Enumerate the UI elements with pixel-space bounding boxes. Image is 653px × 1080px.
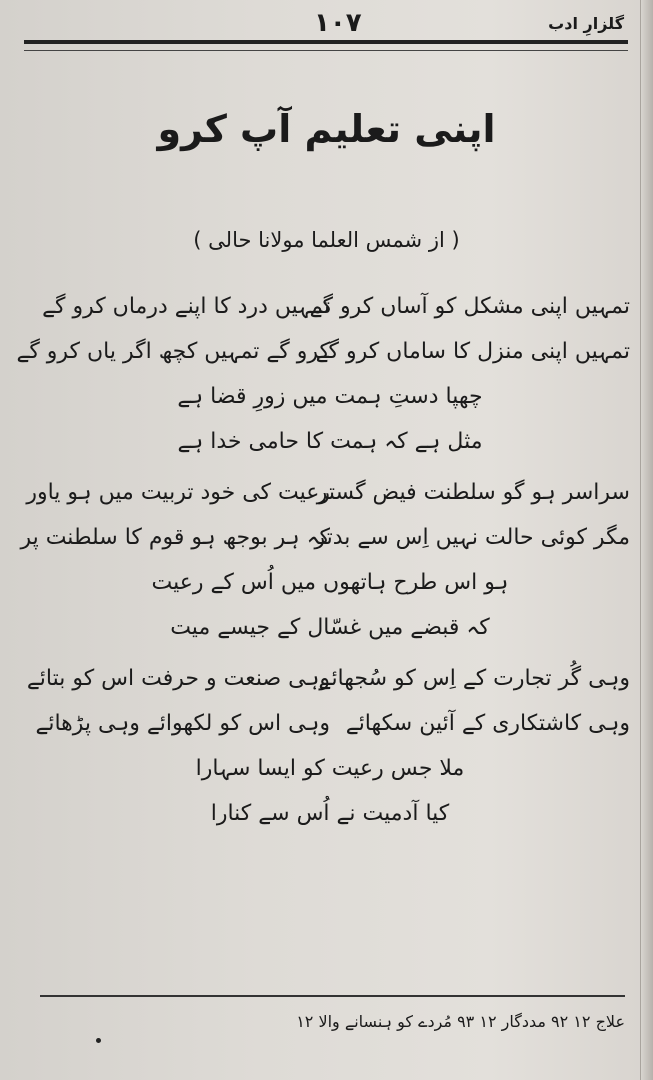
refrain-line: ہو اس طرح ہاتھوں میں اُس کے رعیت <box>151 570 509 595</box>
verse-line: سراسر ہو گو سلطنت فیض گستر <box>316 480 630 505</box>
stanza <box>20 470 630 650</box>
header-rule-thin <box>24 50 628 51</box>
page-number: ۱۰۷ <box>314 8 362 38</box>
couplet <box>30 701 630 746</box>
refrain-line: چھپا دستِ ہمت میں زورِ قضا ہے <box>177 384 483 409</box>
refrain-line: ملا جس رعیت کو ایسا سہارا <box>195 756 465 781</box>
footnote-rule <box>40 995 625 997</box>
verse-line: تمہیں اپنی منزل کا ساماں کرو گے <box>315 339 630 364</box>
verse-line: وہی کاشتکاری کے آئین سکھائے <box>345 711 630 736</box>
refrain-line: کہ قبضے میں غسّال کے جیسے میت <box>170 615 490 640</box>
couplet <box>30 284 630 329</box>
stanza <box>16 284 630 464</box>
refrain-line: مثل ہے کہ ہمت کا حامی خدا ہے <box>177 429 483 454</box>
stanza <box>26 656 630 836</box>
page-binding-edge <box>640 0 653 1080</box>
verse-line: تمہیں درد کا اپنے درماں کرو گے <box>42 294 330 319</box>
refrain-line: کیا آدمیت نے اُس سے کنارا <box>210 801 450 826</box>
journal-name: گلزارِ ادب <box>548 14 624 33</box>
verse-line: رعیت کی خود تربیت میں ہو یاور <box>26 480 330 505</box>
verse-line: تمہیں اپنی مشکل کو آساں کرو گے <box>309 294 630 319</box>
couplet <box>16 329 630 374</box>
verse-line: وہی گُر تجارت کے اِس کو سُجھائے <box>318 666 630 691</box>
verse-line: کہ ہر بوجھ ہو قوم کا سلطنت پر <box>20 525 330 550</box>
poem-title: اپنی تعلیم آپ کرو <box>157 107 496 151</box>
couplet <box>26 656 630 701</box>
poem-author: ( از شمس العلما مولانا حالی ) <box>193 228 460 252</box>
verse-line: وہی صنعت و حرفت اس کو بتائے <box>26 666 330 691</box>
verse-line: وہی اس کو لکھوائے وہی پڑھائے <box>35 711 330 736</box>
verse-line: کرو گے تمہیں کچھ اگر یاں کرو گے <box>16 339 330 364</box>
poem-body <box>16 284 630 836</box>
footnotes: علاج ۱۲ ۹۲ مددگار ۱۲ ۹۳ مُردے کو ہنسانے والا ۱۲ <box>296 1012 625 1031</box>
couplet <box>26 470 630 515</box>
couplet <box>20 515 630 560</box>
ink-dot <box>96 1038 101 1043</box>
verse-line: مگر کوئی حالت نہیں اِس سے بدتر <box>314 525 630 550</box>
page-header <box>28 8 624 38</box>
header-rule <box>24 40 628 44</box>
